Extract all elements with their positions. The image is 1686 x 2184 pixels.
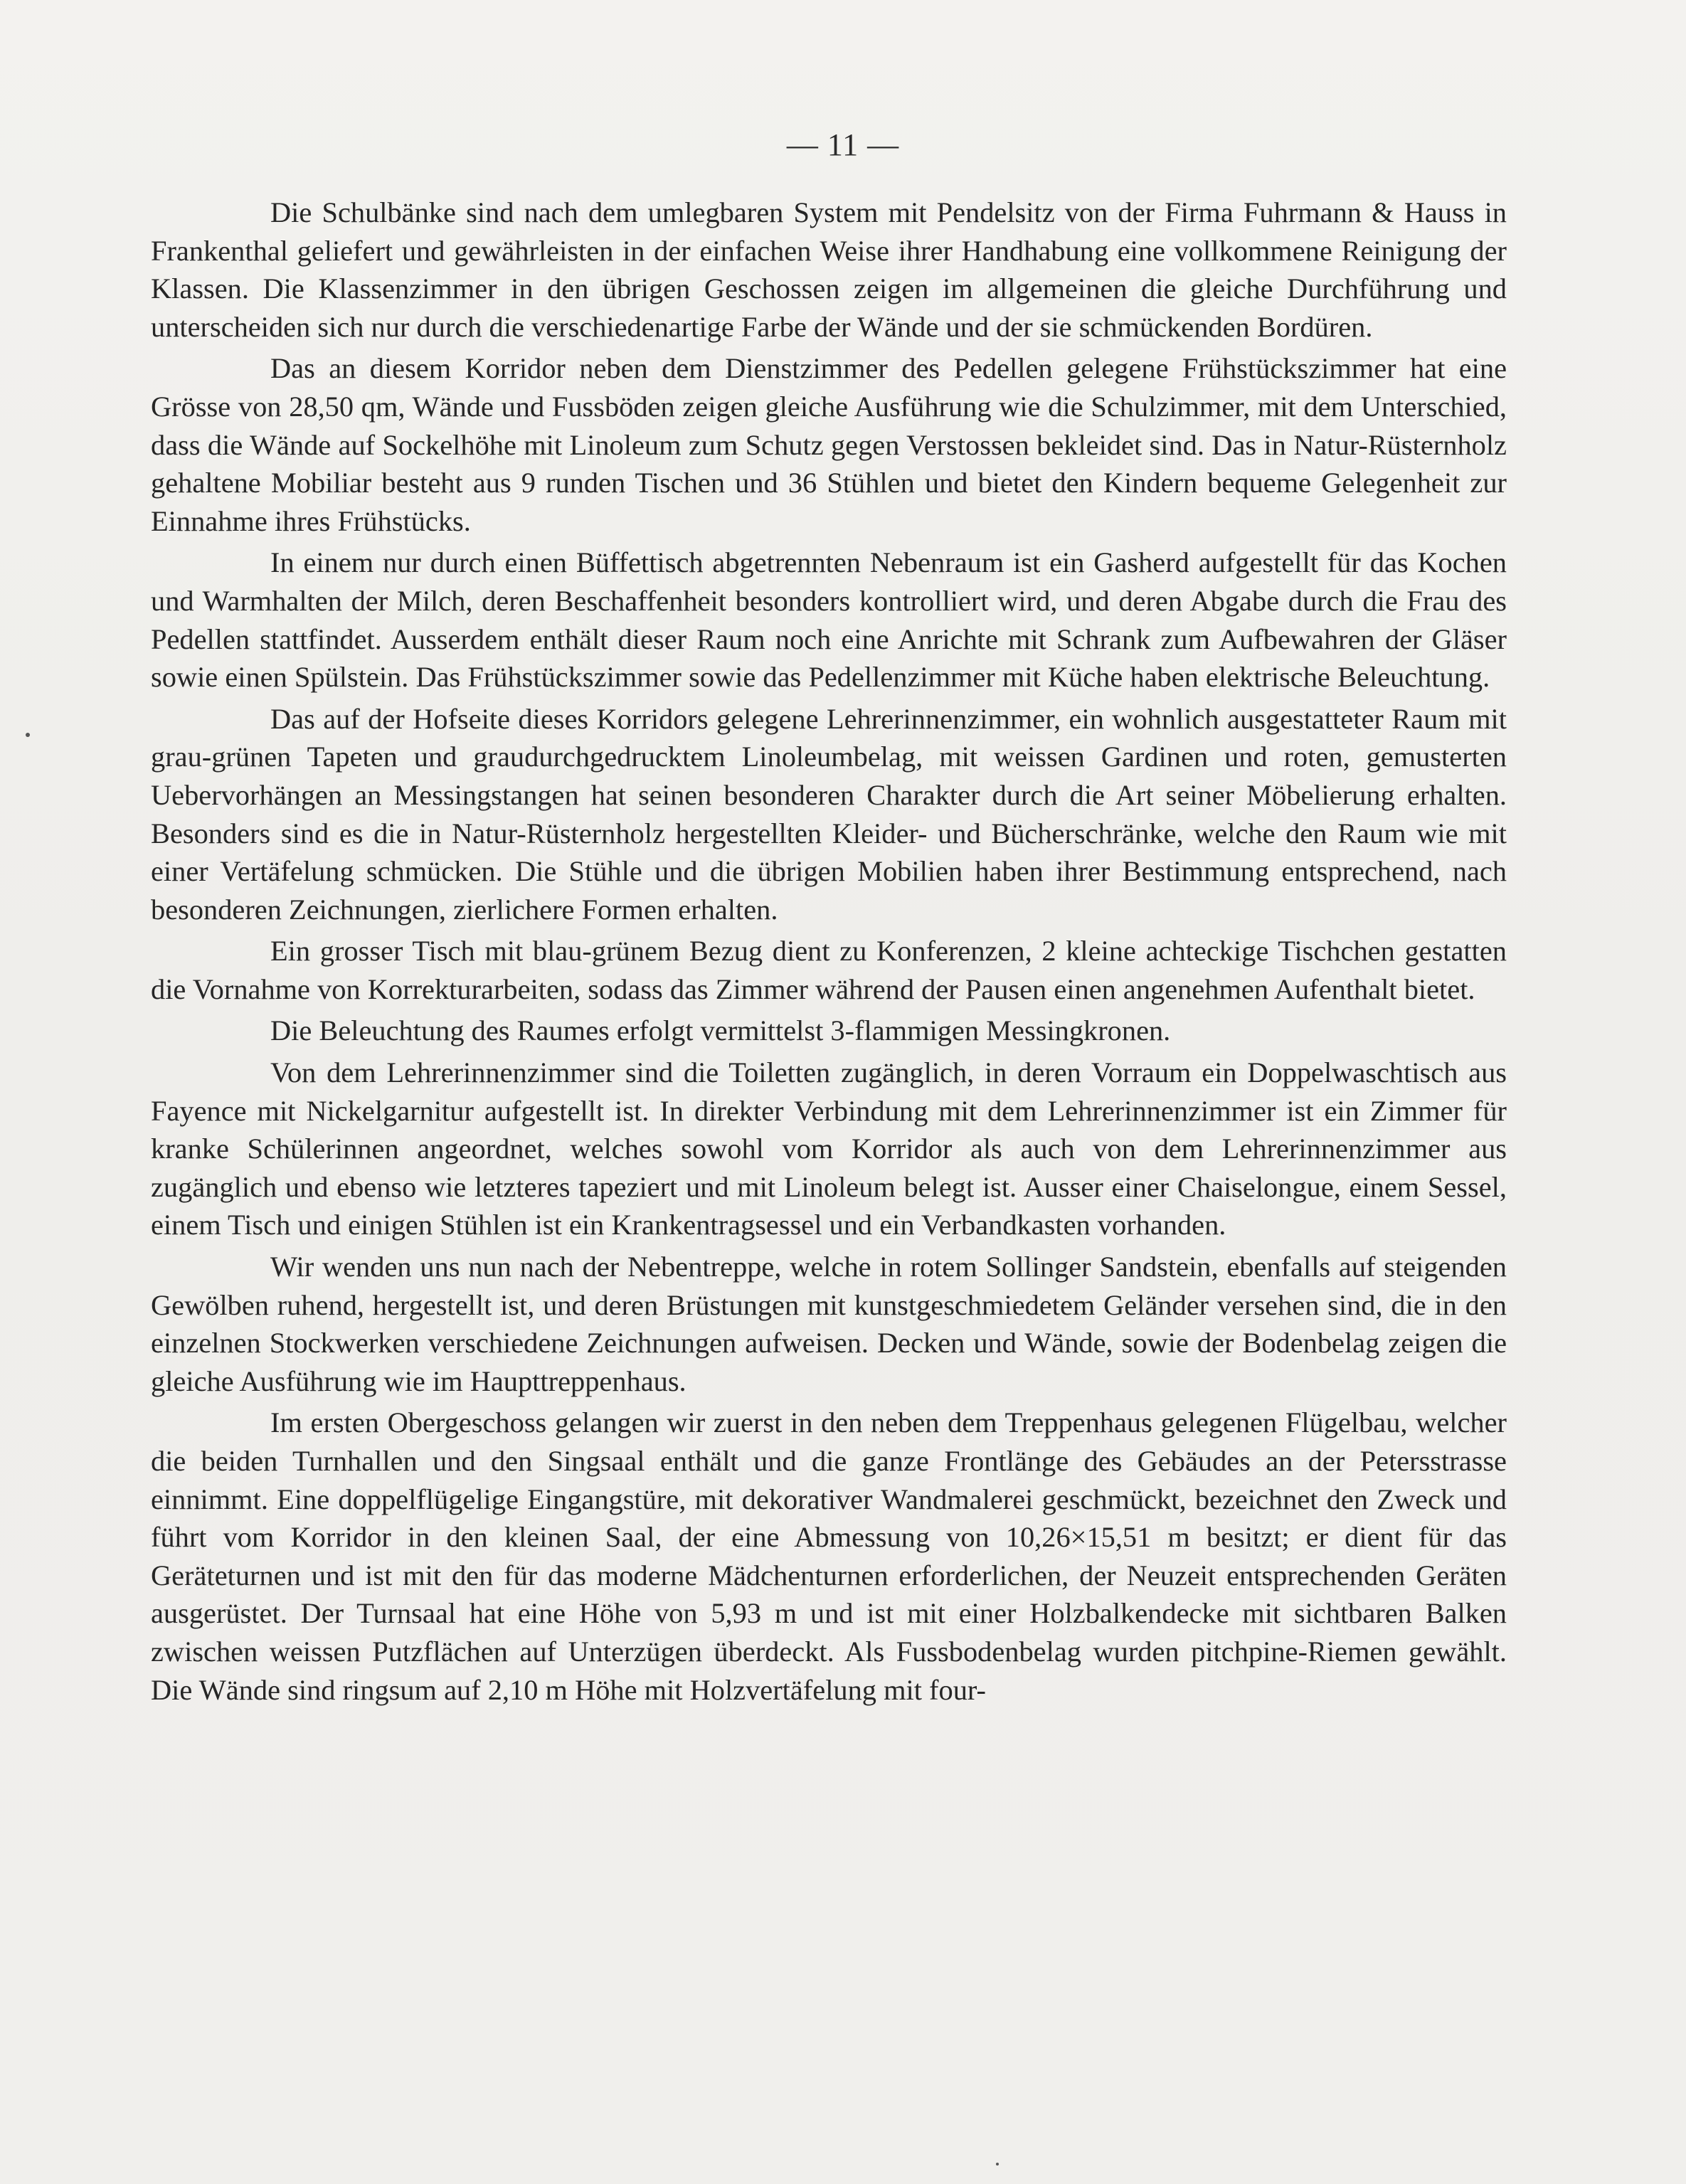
- paragraph-side-room: In einem nur durch einen Büffettisch abgetrennten Nebenraum ist ein Gasherd aufgestellt für das Kochen und Warmhalten der Milch, deren Beschaffenheit besonders kontrolliert wird, und deren Abgabe durch die Frau des Pedellen stattfindet. Ausserdem enthält dieser Raum noch eine Anrichte mit Schrank zum Aufbewahren der Gläser sowie einen Spülstein. Das Frühstückszimmer sowie das Pedellenzimmer mit Küche haben elektrische Beleuchtung.: [151, 546, 1507, 694]
- scan-speck: [996, 2163, 999, 2166]
- paragraph-teachers-room: Das auf der Hofseite dieses Korridors gelegene Lehrerinnenzimmer, ein wohnlich ausgestatteter Raum mit grau-grünen Tapeten und graudurchgedrucktem Linoleumbelag, mit weissen Gardinen und roten, gemusterten Uebervorhängen an Messingstangen hat seinen besonderen Charakter durch die Art seiner Möbelierung erhalten. Besonders sind es die in Natur-Rüsternholz hergestellten Kleider- und Bücherschränke, welche den Raum wie mit einer Vertäfelung schmücken. Die Stühle und die übrigen Mobilien haben ihrer Bestimmung entsprechend, nach besonderen Zeichnungen, zierlichere Formen erhalten.: [151, 702, 1507, 926]
- paragraph-first-floor-gym: Im ersten Obergeschoss gelangen wir zuerst in den neben dem Treppenhaus gelegenen Flügelbau, welcher die beiden Turnhallen und den Singsaal enthält und die ganze Frontlänge des Gebäudes an der Petersstrasse einnimmt. Eine doppelflügelige Eingangstüre, mit dekorativer Wandmalerei geschmückt, bezeichnet den Zweck und führt vom Korridor in den kleinen Saal, der eine Abmessung von 10,26×15,51 m besitzt; er dient für das Geräteturnen und ist mit den für das moderne Mädchenturnen erforderlichen, der Neuzeit entsprechenden Geräten ausgerüstet. Der Turnsaal hat eine Höhe von 5,93 m und ist mit einer Holzbalkendecke mit sichtbaren Balken zwischen weissen Putzflächen auf Unterzügen überdeckt. Als Fussbodenbelag wurden pitchpine-Riemen gewählt. Die Wände sind ringsum auf 2,10 m Höhe mit Holzvertäfelung mit four-: [151, 1406, 1507, 1706]
- body-text: [151, 194, 1507, 1709]
- scan-speck: [26, 733, 30, 737]
- paragraph-side-staircase: Wir wenden uns nun nach der Nebentreppe, welche in rotem Sollinger Sandstein, ebenfalls auf steigenden Gewölben ruhend, hergestellt ist, und deren Brüstungen mit kunstgeschmiedetem Geländer versehen sind, die in den einzelnen Stockwerken verschiedene Zeichnungen aufweisen. Decken und Wände, sowie der Bodenbelag zeigen die gleiche Ausführung wie im Haupttreppenhaus.: [151, 1251, 1507, 1397]
- paragraph-toilets-sickroom: Von dem Lehrerinnenzimmer sind die Toiletten zugänglich, in deren Vorraum ein Doppelwaschtisch aus Fayence mit Nickelgarnitur aufgestellt ist. In direkter Verbindung mit dem Lehrerinnenzimmer ist ein Zimmer für kranke Schülerinnen angeordnet, welches sowohl vom Korridor als auch von dem Lehrerinnenzimmer aus zugänglich und ebenso wie letzteres tapeziert und mit Linoleum belegt ist. Ausser einer Chaiselongue, einem Sessel, einem Tisch und einigen Stühlen ist ein Krankentragsessel und ein Verbandkasten vorhanden.: [151, 1056, 1507, 1241]
- paragraph-lighting: Die Beleuchtung des Raumes erfolgt vermittelst 3-flammigen Messingkronen.: [270, 1014, 1171, 1047]
- paragraph-school-benches: Die Schulbänke sind nach dem umlegbaren System mit Pendelsitz von der Firma Fuhrmann & Hauss in Frankenthal geliefert und gewährleisten in der einfachen Weise ihrer Handhabung eine vollkommene Reinigung der Klassen. Die Klassenzimmer in den übrigen Geschossen zeigen im allgemeinen die gleiche Durchführung und unterscheiden sich nur durch die verschiedenartige Farbe der Wände und der sie schmückenden Bordüren.: [151, 196, 1507, 343]
- page-number: — 11 —: [786, 127, 900, 162]
- paragraph-breakfast-room: Das an diesem Korridor neben dem Dienstzimmer des Pedellen gelegene Frühstückszimmer hat eine Grösse von 28,50 qm, Wände und Fussböden zeigen gleiche Ausführung wie die Schulzimmer, mit dem Unterschied, dass die Wände auf Sockelhöhe mit Linoleum zum Schutz gegen Verstossen bekleidet sind. Das in Natur-Rüsternholz gehaltene Mobiliar besteht aus 9 runden Tischen und 36 Stühlen und bietet den Kindern bequeme Gelegenheit zur Einnahme ihres Frühstücks.: [151, 352, 1507, 537]
- paragraph-conference-table: Ein grosser Tisch mit blau-grünem Bezug dient zu Konferenzen, 2 kleine achteckige Tischchen gestatten die Vornahme von Korrekturarbeiten, sodass das Zimmer während der Pausen einen angenehmen Aufenthalt bietet.: [151, 935, 1507, 1005]
